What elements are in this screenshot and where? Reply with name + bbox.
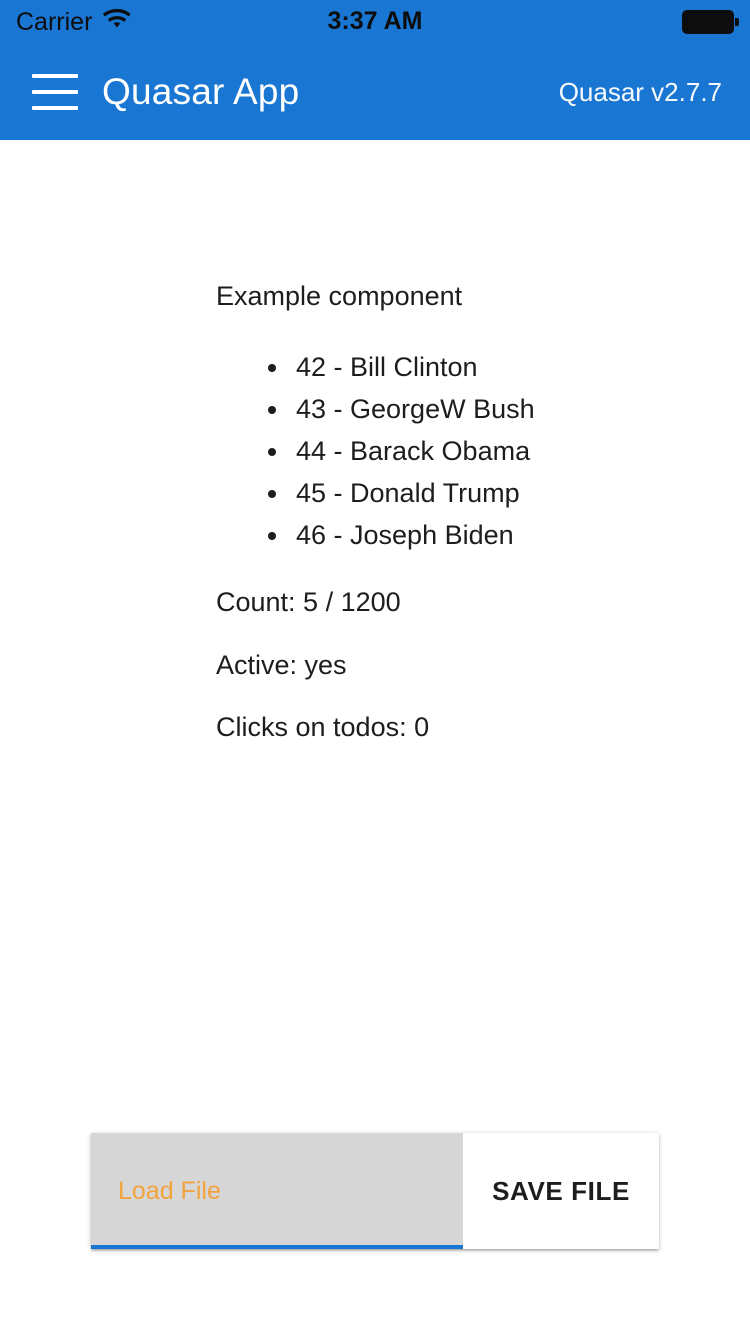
battery-full-icon	[682, 10, 734, 34]
clock-label: 3:37 AM	[327, 7, 423, 35]
list-item: 46 - Joseph Biden	[216, 514, 750, 556]
count-label: Count: 5 / 1200	[216, 587, 401, 618]
list-item: 45 - Donald Trump	[216, 472, 750, 514]
status-bar-right	[682, 10, 734, 34]
version-label: Quasar v2.7.7	[558, 76, 722, 107]
menu-bar-2	[32, 90, 78, 94]
save-file-button[interactable]: SAVE FILE	[463, 1133, 659, 1249]
page-title: Quasar App	[102, 71, 300, 112]
component-heading: Example component	[216, 281, 463, 311]
carrier-label: Carrier	[16, 7, 93, 36]
hamburger-menu-icon[interactable]	[32, 74, 78, 110]
list-item: 43 - GeorgeW Bush	[216, 388, 750, 430]
active-label: Active: yes	[216, 649, 347, 680]
list-item: 44 - Barack Obama	[216, 430, 750, 472]
app-toolbar	[0, 44, 750, 140]
clicks-label: Clicks on todos: 0	[216, 712, 430, 743]
file-actions-row	[91, 1133, 659, 1249]
page-container	[0, 140, 750, 1334]
input-underline	[91, 1245, 463, 1249]
status-bar	[0, 0, 750, 44]
load-file-label: Load File	[118, 1176, 221, 1205]
people-list	[216, 346, 750, 556]
list-item: 42 - Bill Clinton	[216, 346, 750, 388]
load-file-input[interactable]	[91, 1133, 463, 1249]
menu-bar-3	[32, 106, 78, 110]
example-component	[0, 140, 750, 744]
menu-bar-1	[32, 74, 78, 78]
